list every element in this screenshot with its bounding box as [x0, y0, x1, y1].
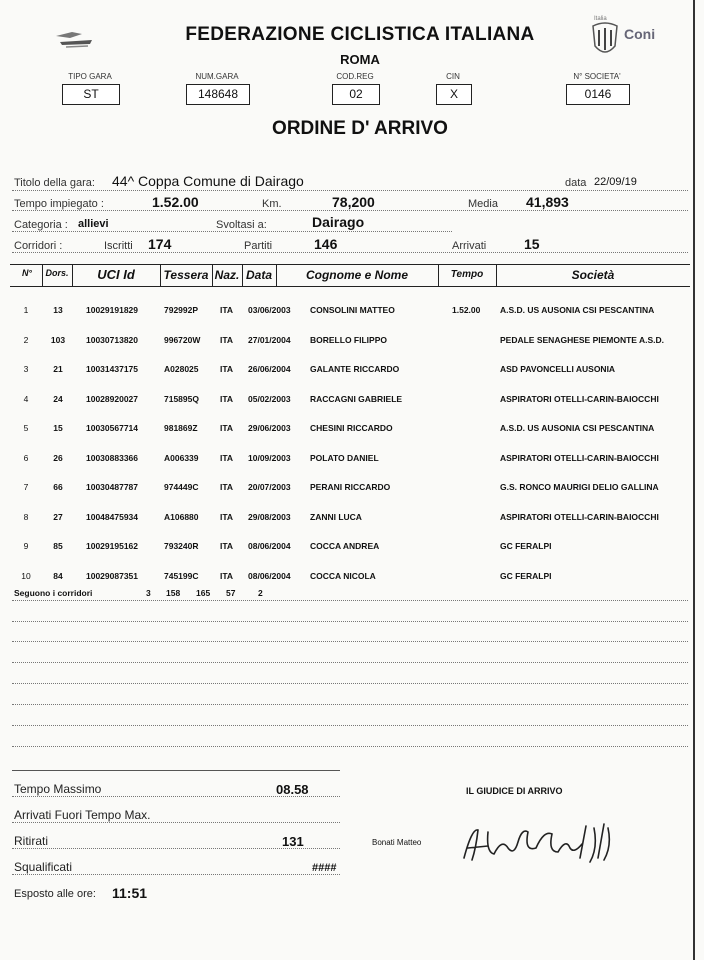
coni-shield-icon — [590, 20, 620, 60]
cell-nome: POLATO DANIEL — [310, 452, 379, 463]
ritirati-value: 131 — [282, 834, 304, 849]
cell-naz: ITA — [220, 423, 234, 433]
cell-naz: ITA — [220, 452, 234, 463]
cell-societa: ASD PAVONCELLI AUSONIA — [500, 364, 616, 374]
num-gara-box: 148648 — [186, 84, 250, 105]
cell-uci: 10030567714 — [86, 423, 139, 433]
cell-uci: 10048475934 — [86, 511, 139, 522]
header-naz: Naz. — [214, 268, 240, 282]
cell-pos: 8 — [23, 511, 29, 522]
cell-nome: COCCA NICOLA — [310, 570, 376, 581]
societa-box: 0146 — [566, 84, 630, 105]
cell-pos: 7 — [23, 482, 29, 492]
cell-dors: 66 — [53, 482, 63, 492]
signature-icon — [458, 818, 628, 868]
cell-naz: ITA — [220, 511, 234, 522]
cell-pos: 4 — [23, 393, 29, 404]
header-tempo: Tempo — [450, 269, 484, 280]
squalificati-label: Squalificati — [14, 860, 73, 874]
tempo-max-label: Tempo Massimo — [14, 782, 102, 796]
blank-dotted-line — [12, 683, 688, 684]
dotted-rule — [12, 190, 688, 191]
dotted-rule — [12, 252, 688, 253]
media-label: Media — [468, 198, 498, 210]
cell-tessera: 792992P — [164, 305, 199, 315]
media-value: 41,893 — [526, 194, 569, 210]
cell-societa: ASPIRATORI OTELLI-CARIN-BAIOCCHI — [500, 452, 659, 463]
cell-societa: A.S.D. US AUSONIA CSI PESCANTINA — [500, 305, 655, 315]
cell-pos: 6 — [23, 452, 29, 463]
city-title: ROMA — [340, 52, 380, 67]
cell-tessera: 996720W — [164, 334, 201, 345]
arrivati-value: 15 — [524, 236, 540, 252]
cell-pos: 2 — [23, 334, 29, 345]
federation-title: FEDERAZIONE CICLISTICA ITALIANA — [185, 24, 535, 45]
cell-data: 08/06/2004 — [248, 570, 291, 581]
cell-nome: RACCAGNI GABRIELE — [310, 393, 403, 404]
cell-tessera: A006339 — [164, 452, 199, 463]
cell-dors: 24 — [53, 393, 63, 404]
categoria-value: allievi — [78, 218, 109, 230]
table-row — [0, 512, 700, 528]
fci-logo-icon — [52, 28, 98, 50]
cell-societa: G.S. RONCO MAURIGI DELIO GALLINA — [500, 482, 659, 492]
cell-nome: CONSOLINI MATTEO — [310, 305, 395, 315]
blank-dotted-line — [12, 641, 688, 642]
coni-small-text: Italia — [594, 16, 607, 22]
partiti-value: 146 — [314, 236, 338, 252]
cell-uci: 10029087351 — [86, 570, 139, 581]
tipo-gara-box: ST — [62, 84, 120, 105]
cell-societa: ASPIRATORI OTELLI-CARIN-BAIOCCHI — [500, 393, 659, 404]
cell-pos: 1 — [23, 305, 29, 315]
cell-dors: 15 — [53, 423, 63, 433]
cell-tessera: 981869Z — [164, 423, 198, 433]
cell-uci: 10028920027 — [86, 393, 139, 404]
dotted-rule — [12, 231, 452, 232]
cell-uci: 10030713820 — [86, 334, 139, 345]
document-title: ORDINE D' ARRIVO — [272, 118, 448, 139]
cell-data: 10/09/2003 — [248, 452, 291, 463]
cell-dors: 26 — [53, 452, 63, 463]
cell-naz: ITA — [220, 364, 234, 374]
race-date: 22/09/19 — [594, 176, 637, 188]
num-gara-label: NUM.GARA — [195, 72, 239, 81]
cell-uci: 10029191829 — [86, 305, 139, 315]
cell-uci: 10029195162 — [86, 541, 139, 551]
cell-nome: CHESINI RICCARDO — [310, 423, 393, 433]
header-tessera: Tessera — [163, 268, 209, 282]
cell-societa: GC FERALPI — [500, 541, 552, 551]
seguono-4: 57 — [226, 588, 236, 598]
cell-dors: 84 — [53, 570, 63, 581]
cell-data: 08/06/2004 — [248, 541, 291, 551]
iscritti-label: Iscritti — [104, 240, 133, 252]
tempo-max-value: 08.58 — [276, 782, 309, 797]
cell-data: 05/02/2003 — [248, 393, 291, 404]
header-nome: Cognome e Nome — [305, 268, 408, 282]
blank-dotted-line — [12, 725, 688, 726]
cell-data: 26/06/2004 — [248, 364, 291, 374]
cell-uci: 10030487787 — [86, 482, 139, 492]
cell-naz: ITA — [220, 393, 234, 404]
cell-data: 29/06/2003 — [248, 423, 291, 433]
table-row — [0, 571, 700, 587]
cod-reg-box: 02 — [332, 84, 380, 105]
cell-pos: 10 — [21, 570, 31, 581]
cell-tempo: 1.52.00 — [452, 305, 481, 315]
giudice-label: IL GIUDICE DI ARRIVO — [466, 786, 563, 796]
societa-label: N° SOCIETA' — [573, 72, 621, 81]
cell-uci: 10030883366 — [86, 452, 139, 463]
tempo-value: 1.52.00 — [152, 194, 199, 210]
table-row — [0, 453, 700, 469]
seguono-1: 3 — [146, 588, 151, 598]
cell-pos: 9 — [23, 541, 29, 551]
table-top-rule — [10, 264, 690, 265]
cell-dors: 27 — [53, 511, 63, 522]
partiti-label: Partiti — [244, 240, 273, 252]
cell-data: 27/01/2004 — [248, 334, 291, 345]
race-title: 44^ Coppa Comune di Dairago — [112, 173, 304, 189]
blank-dotted-line — [12, 704, 688, 705]
cell-data: 29/08/2003 — [248, 511, 291, 522]
table-header-rule — [10, 286, 690, 287]
cell-dors: 103 — [50, 334, 66, 345]
cell-data: 03/06/2003 — [248, 305, 291, 315]
header-n: N° — [21, 268, 33, 278]
cell-dors: 85 — [53, 541, 63, 551]
cell-dors: 13 — [53, 305, 63, 315]
blank-dotted-line — [12, 600, 688, 601]
table-row — [0, 394, 700, 410]
seguono-label: Seguono i corridori — [14, 588, 93, 598]
cell-data: 20/07/2003 — [248, 482, 291, 492]
cin-label: CIN — [446, 72, 460, 81]
squalificati-value: #### — [312, 862, 337, 874]
table-row — [0, 305, 700, 321]
cell-naz: ITA — [220, 541, 234, 551]
cell-tessera: 974449C — [164, 482, 199, 492]
blank-dotted-line — [12, 746, 688, 747]
esposto-label: Esposto alle ore: — [14, 888, 96, 900]
table-row — [0, 482, 700, 498]
seguono-2: 158 — [166, 588, 181, 598]
cell-societa: GC FERALPI — [500, 570, 552, 581]
page-edge — [693, 0, 695, 960]
seguono-3: 165 — [196, 588, 211, 598]
km-value: 78,200 — [332, 194, 375, 210]
dotted-rule — [12, 874, 340, 875]
esposto-value: 11:51 — [112, 885, 148, 901]
dotted-rule — [12, 210, 688, 211]
header-dors: Dors. — [45, 268, 69, 278]
cell-tessera: A028025 — [164, 364, 199, 374]
cell-pos: 5 — [23, 423, 29, 433]
categoria-label: Categoria : — [14, 219, 68, 231]
header-uci: UCI Id — [97, 267, 135, 282]
seguono-5: 2 — [258, 588, 263, 598]
fuori-tempo-label: Arrivati Fuori Tempo Max. — [14, 808, 151, 822]
cod-reg-label: COD.REG — [336, 72, 374, 81]
svoltasi-value: Dairago — [312, 214, 365, 230]
data-label: data — [565, 177, 587, 189]
cell-naz: ITA — [220, 570, 234, 581]
header-societa: Società — [571, 268, 615, 282]
cell-naz: ITA — [220, 305, 234, 315]
cell-nome: GALANTE RICCARDO — [310, 364, 400, 374]
titolo-label: Titolo della gara: — [14, 177, 95, 189]
tipo-gara-label: TIPO GARA — [68, 72, 112, 81]
cell-tessera: 745199C — [164, 570, 199, 581]
table-row — [0, 423, 700, 439]
cell-tessera: A106880 — [164, 511, 199, 522]
cell-pos: 3 — [23, 364, 29, 374]
cell-nome: BORELLO FILIPPO — [310, 334, 387, 345]
cell-naz: ITA — [220, 334, 234, 345]
corridori-label: Corridori : — [14, 240, 63, 252]
cell-societa: A.S.D. US AUSONIA CSI PESCANTINA — [500, 423, 655, 433]
cin-box: X — [436, 84, 472, 105]
km-label: Km. — [262, 198, 282, 210]
coni-logo — [590, 16, 666, 60]
dotted-rule — [12, 822, 340, 823]
tempo-label: Tempo impiegato : — [14, 198, 104, 210]
header-data: Data — [245, 268, 272, 282]
table-row — [0, 541, 700, 557]
arrivati-label: Arrivati — [452, 240, 487, 252]
separator-line — [12, 770, 340, 771]
iscritti-value: 174 — [148, 236, 172, 252]
coni-text: Coni — [624, 26, 656, 42]
cell-societa: PEDALE SENAGHESE PIEMONTE A.S.D. — [500, 334, 665, 345]
blank-dotted-line — [12, 662, 688, 663]
giudice-name: Bonati Matteo — [372, 838, 422, 847]
cell-dors: 21 — [53, 364, 63, 374]
cell-tessera: 715895Q — [164, 393, 199, 404]
cell-tessera: 793240R — [164, 541, 199, 551]
table-row — [0, 364, 700, 380]
svoltasi-label: Svoltasi a: — [216, 219, 267, 231]
blank-dotted-line — [12, 621, 688, 622]
cell-naz: ITA — [220, 482, 234, 492]
ritirati-label: Ritirati — [14, 834, 49, 848]
cell-societa: ASPIRATORI OTELLI-CARIN-BAIOCCHI — [500, 511, 659, 522]
cell-uci: 10031437175 — [86, 364, 139, 374]
table-row — [0, 335, 700, 351]
cell-nome: PERANI RICCARDO — [310, 482, 391, 492]
cell-nome: COCCA ANDREA — [310, 541, 380, 551]
cell-nome: ZANNI LUCA — [310, 511, 362, 522]
